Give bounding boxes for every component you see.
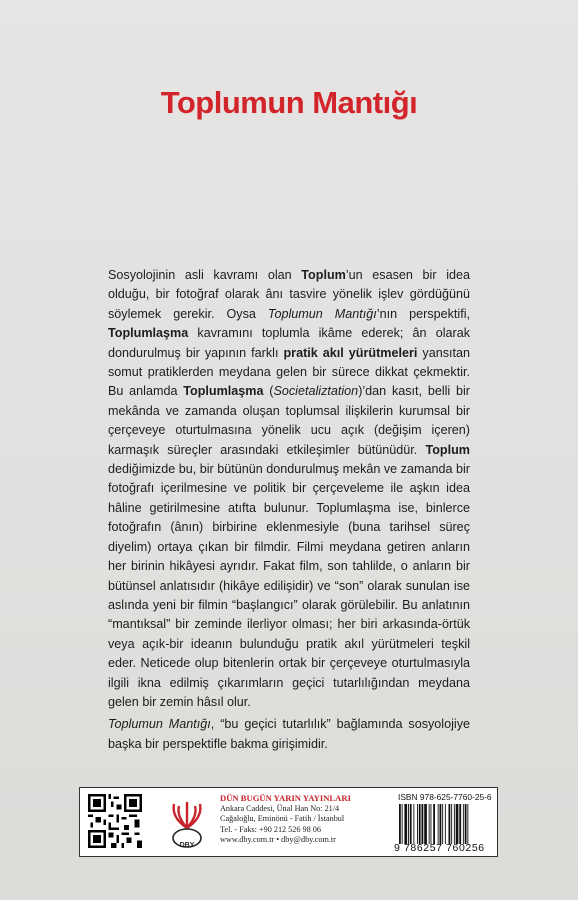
barcode-bar bbox=[440, 804, 442, 844]
barcode-bar bbox=[467, 804, 468, 844]
isbn-label: ISBN 978-625-7760-25-6 bbox=[398, 792, 492, 802]
barcode-bar bbox=[431, 804, 432, 844]
barcode-bar bbox=[456, 804, 459, 844]
paragraph1-run: Toplumun Mantığı bbox=[267, 306, 377, 321]
barcode-bar bbox=[463, 804, 464, 844]
barcode-bar bbox=[451, 804, 452, 844]
publisher-name: DÜN BUGÜN YARIN YAYINLARI bbox=[220, 793, 351, 803]
paragraph1-run: ’un esasen bir idea olduğu, bir fotoğraf olarak ânı tasvire yönelik işlev gördüğünü söylemek gerekir. Oysa bbox=[108, 268, 471, 321]
publisher-footer bbox=[79, 787, 498, 857]
logo-text: DBY bbox=[179, 842, 195, 849]
barcode-bar bbox=[422, 804, 424, 844]
paragraph1-run: ( bbox=[263, 384, 274, 399]
barcode-bar bbox=[433, 804, 435, 844]
barcode-bar bbox=[419, 804, 421, 844]
paragraph2-run: Toplumun Mantığı bbox=[108, 717, 211, 732]
barcode-bar bbox=[445, 804, 446, 844]
publisher-phone: Tel. - Faks: +90 212 526 98 06 bbox=[220, 824, 321, 834]
barcode-bar bbox=[442, 804, 443, 844]
book-title: Toplumun Mantığı bbox=[160, 85, 418, 120]
qr-code-icon bbox=[88, 794, 142, 848]
barcode-bar bbox=[413, 804, 414, 844]
publisher-info bbox=[220, 793, 380, 846]
barcode-bar bbox=[454, 804, 455, 844]
blurb-paragraph-2 bbox=[108, 715, 470, 754]
barcode-bar bbox=[449, 804, 451, 844]
barcode-bar bbox=[410, 804, 412, 844]
paragraph1-run: kavramını toplumla ikâme ederek; ân olarak dondurulmuş bir yapının farklı bbox=[108, 326, 470, 360]
paragraph1-run: Toplum bbox=[301, 268, 346, 282]
paragraph1-run: Toplumlaşma bbox=[183, 384, 264, 399]
barcode-bar bbox=[408, 804, 409, 844]
publisher-address-line2: Cağaloğlu, Eminönü - Fatih / İstanbul bbox=[220, 814, 345, 823]
publisher-address-line1: Ankara Caddesi, Ünal Han No: 21/4 bbox=[220, 803, 340, 813]
paragraph1-run: Toplumlaşma bbox=[108, 326, 189, 341]
barcode-icon bbox=[398, 804, 490, 844]
publisher-web: www.dby.com.tr • dby@dby.com.tr bbox=[220, 835, 336, 844]
paragraph1-run: pratik akıl yürütmeleri bbox=[283, 345, 418, 360]
barcode-bar bbox=[417, 804, 418, 844]
paragraph1-run: Sosyolojinin asli kavramı olan bbox=[108, 268, 302, 282]
paragraph2-run: , “bu geçici tutarlılık” bağlamında sosyolojiye başka bir perspektifle bakma girişimidir. bbox=[108, 717, 471, 751]
barcode-bar bbox=[459, 804, 461, 844]
paragraph1-run: Societaliztation bbox=[273, 384, 359, 399]
paragraph1-run: )’dan kasıt, belli bir mekânda ve zamanda oluşan toplumsal ilişkilerin kurumsal bir çerçeveye oturtulmasına yönelik ucu açık (değişim içeren) karmaşık süreçler arasındaki etkileşimler bütünüdür. bbox=[108, 384, 470, 457]
paragraph1-run: Toplum bbox=[425, 442, 470, 457]
barcode-bar bbox=[404, 804, 407, 844]
paragraph1-run: dediğimizde bu, bir bütünün dondurulmuş mekân ve zamanda bir fotoğrafı içerilmesine ve politik bir çerçeveleme ile aşkın idea hâline getirilmesine atıfta bulunur. Toplumlaşma ise, binlerce fotoğrafın (ânın) birbirine eklenmesiyle (buna tarihsel süreç diyelim) ortaya çıkan bir filmdir. Filmi meydana getiren anların her birinin hikâyesi ayrıdır. Fakat film, son tahlilde, o anların bir bütünsel anlatısıdır (hikâye edilişidir) ve “son” olarak sunulan ise aslında yeni bir filmin “başlangıcı” olarak görülebilir. Bu anlatının “mantıksal” bir zeminde ilerliyor olması; her biri arkasında-örtük veya açık-bir ideanın bulunduğu pratik akıl yürütmeleri teşkil eder. Neticede olup bitenlerin ortak bir çerçeveye oturtulmasıyla ilgili ikna edilmiş çıkarımların geçici tutarlılığından meydana gelen bir zemin hâsıl olur. bbox=[108, 462, 470, 709]
blurb-text bbox=[108, 266, 470, 757]
barcode-number: 9 786257 760256 bbox=[394, 842, 485, 854]
publisher-logo-icon bbox=[166, 794, 208, 850]
paragraph1-run: yansıtan somut pratiklerden meydana gelen bir sürece dikkat çekmektir. Bu anlamda bbox=[108, 345, 471, 399]
barcode-bar bbox=[399, 804, 401, 844]
barcode-bar bbox=[402, 804, 403, 844]
barcode-bar bbox=[429, 804, 430, 844]
blurb-paragraph-1 bbox=[108, 266, 470, 712]
barcode-bar bbox=[438, 804, 439, 844]
barcode-bar bbox=[465, 804, 467, 844]
barcode-bar bbox=[424, 804, 427, 844]
paragraph1-run: ’nın perspektifi, bbox=[376, 306, 470, 321]
